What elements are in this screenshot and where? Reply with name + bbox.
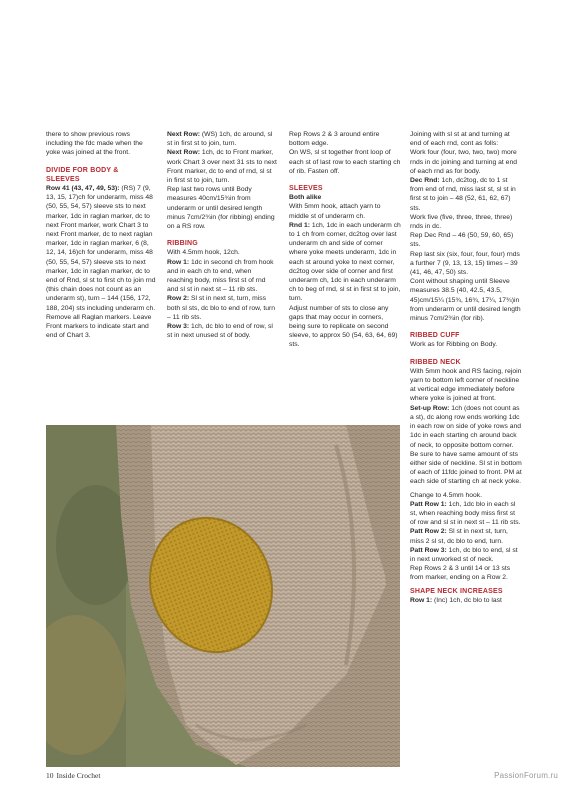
ribbing-row1-paragraph: [167, 258, 277, 295]
ribbing-row1-label: Row 1:: [167, 258, 190, 266]
setup-row-paragraph: [410, 404, 522, 487]
text-column-4: [410, 130, 522, 605]
rep-rows-2-3-paragraph: Rep Rows 2 & 3 until 14 or 13 sts from marker, ending on a Row 2.: [410, 565, 511, 582]
rnd1-paragraph: [289, 221, 401, 304]
ribbed-cuff-heading: RIBBED CUFF: [410, 332, 460, 340]
intro-paragraph: there to show previous rows including the fdc made when the yoke was joined at the front.: [46, 131, 143, 157]
divide-heading-line-2: SLEEVES: [46, 175, 80, 183]
dec-rnd-label: Dec Rnd:: [410, 177, 440, 185]
patt-row2-label: Patt Row 2:: [410, 528, 447, 536]
next-row-label: Next Row:: [167, 131, 201, 138]
row41-text: (RS) 7 (9, 13, 15, 17)ch for underarm, miss 48 (50, 55, 54, 57) sleeve sts to next marker, 1dc in raglan marker, dc to next Front marker, work Chart 3 to next Front marker, dc to next raglan marker, 1dc in raglan marker, 6 (8, 12, 14, 16)ch for underarm, miss 48 (50, 55, 54, 57) sleeve sts to next marker, 1dc in raglan marker, dc to end of Rnd, sl st to first ch to join rnd (this chain does not count as an underarm st), turn – 144 (156, 172, 188, 204) sts including underarm ch. Remove all Raglan markers. Leave Front markers to indicate start and end of Chart 3.: [46, 185, 156, 340]
page-number: 10: [46, 771, 54, 780]
ribbing-row2-label: Row 2:: [167, 295, 190, 303]
patt-row3-paragraph: [410, 546, 522, 564]
shape-row1-text: (Inc) 1ch, dc blo to last: [432, 596, 502, 604]
join-paragraph: Joining with sl st at and turning at end of each rnd, cont as folls:: [410, 131, 510, 148]
rnd1-label: Rnd 1:: [289, 221, 310, 229]
text-column-3: [289, 130, 401, 350]
ribbing-row2-paragraph: [167, 294, 277, 322]
ribbing-intro: With 4.5mm hook, 12ch.: [167, 249, 240, 257]
patt-row1-paragraph: [410, 500, 522, 528]
next-row-paragraph: [167, 130, 277, 148]
next-row-2-label: Next Row:: [167, 149, 201, 157]
both-alike-subheading: Both alike: [289, 194, 322, 202]
page-footer: [46, 771, 100, 780]
change-hook-paragraph: Change to 4.5mm hook.: [410, 491, 483, 499]
ribbed-neck-heading: RIBBED NECK: [410, 358, 461, 366]
patt-row2-text: Sl st in next st, turn, miss 2 sl st, dc blo to end, turn.: [410, 528, 508, 545]
row41-label: Row 41 (43, 47, 49, 53):: [46, 185, 120, 193]
patt-row1-label: Patt Row 1:: [410, 500, 447, 508]
divide-heading-line-1: DIVIDE FOR BODY &: [46, 166, 119, 174]
next-row-2-text: 1ch, dc to Front marker, work Chart 3 over next 31 sts to next Front marker, dc to end of rnd, sl st in first st to join, turn.: [167, 149, 277, 185]
ribbing-row1-text: 1dc in second ch from hook and in each ch to end, when reaching body, miss first st of rnd and sl st in next st – 11 rib sts.: [167, 258, 274, 294]
work-four-paragraph: Work four (four, two, two, two) more rnds in dc joining and turning at end of each rnd as for body.: [410, 149, 517, 175]
ws-paragraph: On WS, sl st together front loop of each st of last row to each starting ch of rib. Fasten off.: [289, 149, 401, 175]
patt-row3-label: Patt Row 3:: [410, 546, 447, 554]
shape-row1-paragraph: [410, 596, 522, 605]
ribbed-cuff-paragraph: Work as for Ribbing on Body.: [410, 341, 498, 349]
ribbing-row3-label: Row 3:: [167, 323, 190, 331]
photo-illustration: [46, 425, 400, 767]
cont-paragraph: Cont without shaping until Sleeve measures 38.5 (40, 42.5, 43.5, 45)cm/15¼ (15¾, 16¾, 17¼, 17¾)in from underarm or until desired length minus 7cm/2¾in (for rib).: [410, 278, 521, 323]
next-row-text: (WS) 1ch, dc around, sl st in first st to join, turn.: [167, 131, 273, 148]
sleeves-heading: SLEEVES: [289, 185, 323, 193]
patt-row3-text: 1ch, dc blo to end, sl st in next unworked st of neck.: [410, 546, 518, 563]
dec-rnd-paragraph: [410, 176, 522, 213]
neck-intro-paragraph: With 5mm hook and RS facing, rejoin yarn to bottom left corner of neckline at vertical edge immediately before where yoke is joined at front.: [410, 367, 522, 403]
ribbing-heading: RIBBING: [167, 240, 198, 248]
text-column-2: [167, 130, 277, 340]
rep-paragraph: Rep last two rows until Body measures 40cm/15¾in from underarm or until desired length minus 7cm/2¾in (for ribbing) ending on a RS row.: [167, 186, 275, 231]
next-row-2-paragraph: [167, 148, 277, 185]
watermark: PassionForum.ru: [494, 771, 558, 780]
adjust-paragraph: Adjust number of sts to close any gaps that may occur in corners, being sure to replicate on second sleeve, to approx 50 (54, 63, 64, 69) sts.: [289, 304, 398, 349]
rep-rows-paragraph: Rep Rows 2 & 3 around entire bottom edge.: [289, 131, 380, 148]
shape-neck-heading: SHAPE NECK INCREASES: [410, 587, 503, 595]
rep-dec-paragraph: Rep Dec Rnd – 46 (50, 59, 60, 65) sts.: [410, 232, 514, 249]
sleeves-intro: With 5mm hook, attach yarn to middle st of underarm ch.: [289, 203, 381, 220]
ribbing-row3-text: 1ch, dc blo to end of row, sl st in next unused st of body.: [167, 323, 273, 340]
patt-row1-text: 1ch, 1dc blo in each sl st, when reaching body miss first st of row and sl st in next st – 11 rib sts.: [410, 500, 521, 527]
dec-rnd-text: 1ch, dc2tog, dc to 1 st from end of rnd, miss last st, sl st in first st to join – 48 (52, 61, 62, 67) sts.: [410, 177, 516, 212]
rnd1-text: 1ch, 1dc in each underarm ch to 1 ch from corner, dc2tog over last underarm ch and side of corner where yoke meets underarm, 1dc in each st around yoke to next corner, dc2tog over side of corner and first underarm ch, 1dc in each underarm ch to beg of rnd, sl st in first st to join, turn.: [289, 221, 401, 303]
text-column-1: [46, 130, 158, 340]
setup-row-text: 1ch (does not count as a st), dc along row ends working 1dc in each row on side of yoke rows and 1dc in each starting ch around back of neck, to opposite bottom corner. Be sure to have same amount of sts either side of neckline. Sl st in bottom of each of 11fdc joined to front. PM at each side of starting ch at neck yoke.: [410, 404, 522, 486]
setup-row-label: Set-up Row:: [410, 404, 450, 412]
ribbing-row3-paragraph: [167, 322, 277, 340]
magazine-name: Inside Crochet: [56, 771, 101, 780]
work-five-paragraph: Work five (five, three, three, three) rnds in dc.: [410, 213, 513, 231]
patt-row2-paragraph: [410, 527, 522, 545]
row41-paragraph: [46, 184, 158, 340]
rep-last-paragraph: Rep last six (six, four, four, four) rnds a further 7 (9, 13, 13, 15) times – 39 (41, 46, 47, 50) sts.: [410, 250, 520, 277]
ribbing-row2-text: Sl st in next st, turn, miss both sl sts, dc blo to end of row, turn – 11 rib sts.: [167, 295, 276, 321]
sweater-elbow-patch-photo: [46, 425, 400, 767]
shape-row1-label: Row 1:: [410, 596, 433, 604]
